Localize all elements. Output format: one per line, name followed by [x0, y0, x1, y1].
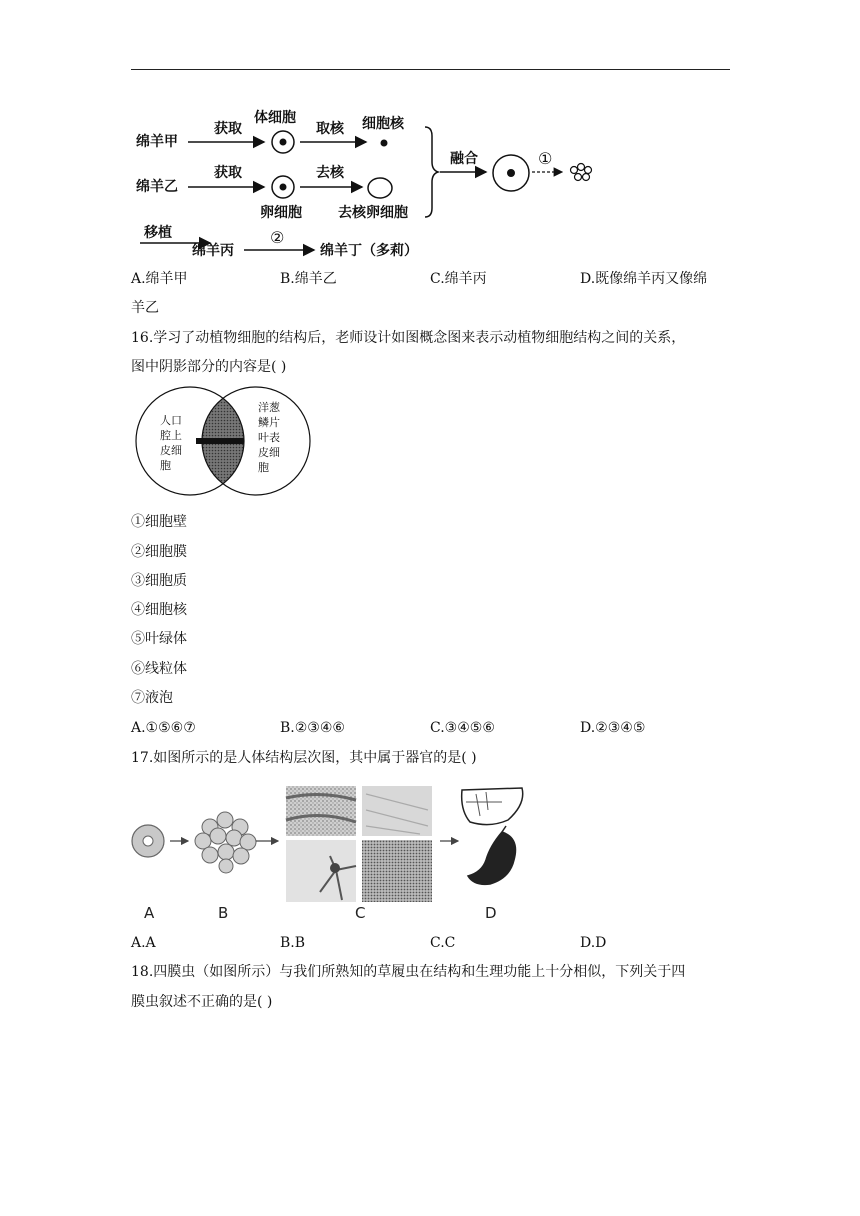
q16-item: ④细胞核	[131, 602, 187, 618]
venn-right-text-4: 皮细	[258, 446, 280, 459]
label-sheep-d: 绵羊丁（多莉）	[320, 243, 418, 259]
cloning-diagram	[130, 100, 610, 262]
nucleus-icon	[381, 140, 388, 147]
q15-option-a: A.绵羊甲	[131, 271, 188, 287]
q16-stem-line2: 图中阴影部分的内容是( )	[131, 359, 287, 375]
body-structure-levels-figure	[130, 780, 530, 926]
enucleated-egg-icon	[368, 178, 392, 198]
q16-item: ③细胞质	[131, 573, 187, 589]
venn-left-text-4: 胞	[160, 459, 171, 472]
label-transplant: 移植	[144, 225, 172, 241]
fig-label-a: A	[144, 904, 155, 922]
q15-option-d: D.既像绵羊丙又像绵	[580, 271, 708, 287]
q16-item: ⑥线粒体	[131, 661, 187, 677]
label-sheep-b: 绵羊乙	[136, 179, 178, 195]
q17-option-a: A.A	[131, 935, 156, 951]
label-sheep-a: 绵羊甲	[136, 134, 178, 150]
q16-item: ⑤叶绿体	[131, 631, 187, 647]
label-obtain-1: 获取	[214, 121, 242, 137]
venn-diagram	[130, 386, 316, 498]
organ-images	[462, 788, 523, 884]
label-somatic-cell: 体细胞	[254, 110, 296, 126]
q16-option-a: A.①⑤⑥⑦	[131, 720, 196, 736]
q17-option-d: D.D	[580, 935, 607, 951]
q16-item: ⑦液泡	[131, 690, 173, 706]
venn-right-text-5: 胞	[258, 461, 269, 474]
q15-option-c: C.绵羊丙	[430, 271, 487, 287]
label-enucleated-egg: 去核卵细胞	[338, 205, 408, 221]
label-step2: ②	[270, 228, 285, 247]
merge-bracket	[425, 127, 438, 217]
label-step1: ①	[538, 149, 553, 168]
label-take-nucleus: 取核	[316, 121, 344, 137]
label-remove-nucleus: 去核	[316, 165, 344, 181]
q16-option-d: D.②③④⑤	[580, 720, 646, 736]
q17-option-b: B.B	[280, 935, 306, 951]
tissue-images	[286, 786, 432, 902]
fig-label-b: B	[218, 904, 229, 922]
q17-stem-line1: 17.如图所示的是人体结构层次图，其中属于器官的是( )	[131, 750, 477, 766]
q16-item: ②细胞膜	[131, 544, 187, 560]
venn-right-text-2: 鳞片	[258, 416, 280, 429]
label-obtain-2: 获取	[214, 165, 242, 181]
q18-stem-line2: 膜虫叙述不正确的是( )	[131, 994, 273, 1010]
q15-option-b: B.绵羊乙	[280, 271, 337, 287]
cell-icon	[132, 825, 164, 857]
q16-option-c: C.③④⑤⑥	[430, 720, 495, 736]
venn-right-text-3: 叶表	[258, 431, 280, 444]
q16-item: ①细胞壁	[131, 514, 187, 530]
label-fusion: 融合	[450, 151, 478, 167]
q16-stem-line1: 16.学习了动植物细胞的结构后，老师设计如图概念图来表示动植物细胞结构之间的关系，	[131, 330, 686, 346]
q18-stem-line1: 18.四膜虫（如图所示）与我们所熟知的草履虫在结构和生理功能上十分相似，下列关于四	[131, 964, 686, 980]
q15-option-d-wrap: 羊乙	[131, 300, 159, 316]
venn-left-text-3: 皮细	[160, 444, 182, 457]
embryo-icon	[571, 164, 592, 181]
fig-label-c: C	[355, 904, 366, 922]
venn-left-text-2: 腔上	[160, 429, 182, 442]
q16-option-b: B.②③④⑥	[280, 720, 345, 736]
fig-label-d: D	[485, 904, 497, 922]
label-nucleus: 细胞核	[362, 116, 404, 132]
q17-option-c: C.C	[430, 935, 456, 951]
venn-left-text-1: 人口	[160, 414, 182, 427]
label-sheep-c: 绵羊丙	[192, 243, 234, 259]
venn-right-text-1: 洋葱	[258, 401, 280, 414]
label-egg-cell: 卵细胞	[260, 205, 302, 221]
cell-cluster-icon	[195, 812, 256, 873]
header-rule	[131, 69, 730, 70]
